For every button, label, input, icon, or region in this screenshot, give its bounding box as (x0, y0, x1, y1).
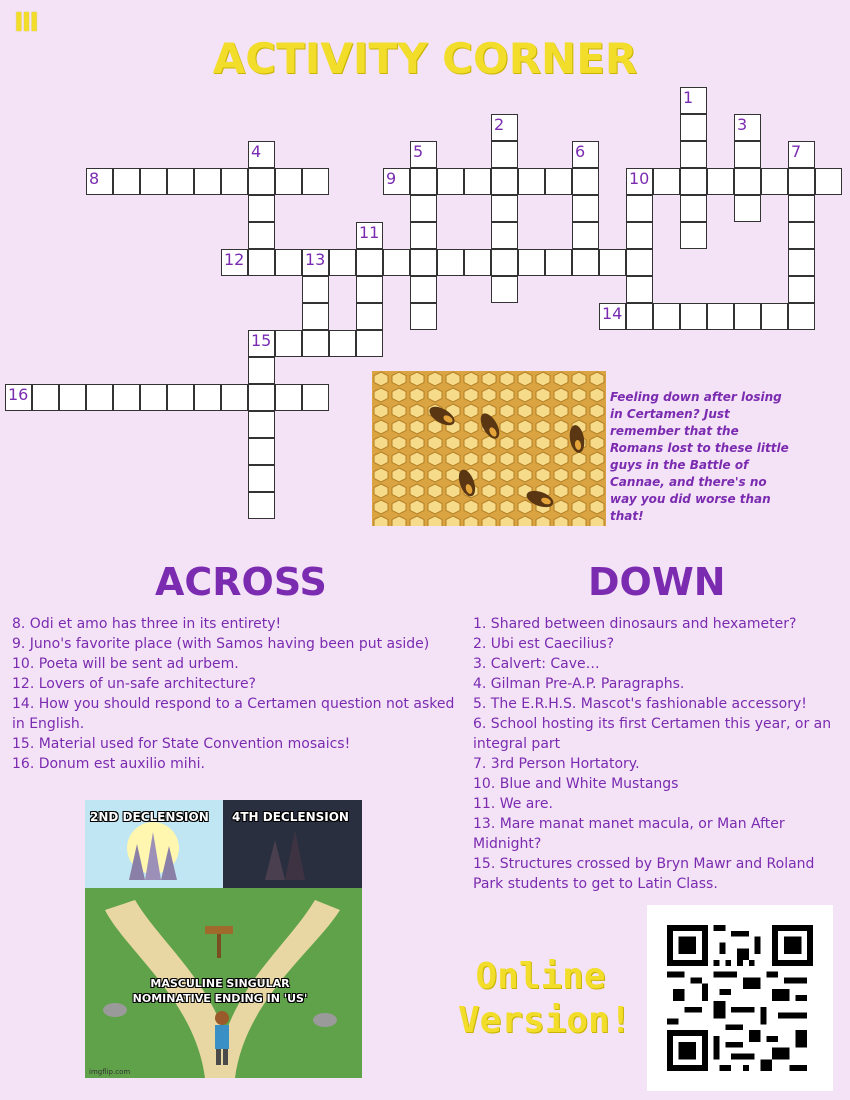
crossword-cell[interactable] (734, 195, 761, 222)
meme-label-right: 4TH DECLENSION (232, 810, 349, 824)
down-clue: 10. Blue and White Mustangs (473, 776, 679, 792)
crossword-cell[interactable] (437, 249, 464, 276)
crossword-cell[interactable] (410, 195, 437, 222)
down-clue: 2. Ubi est Caecilius? (473, 636, 615, 652)
across-clue: 14. How you should respond to a Certamen question not asked in English. (12, 696, 455, 732)
crossword-cell[interactable] (491, 222, 518, 249)
clue-number: 5 (413, 142, 424, 161)
crossword-cell[interactable] (410, 168, 437, 195)
crossword-cell[interactable] (302, 168, 329, 195)
down-clue: 4. Gilman Pre-A.P. Paragraphs. (473, 676, 685, 692)
across-clue: 9. Juno's favorite place (with Samos having been put aside) (12, 636, 430, 652)
crossword-cell[interactable] (788, 303, 815, 330)
crossword-cell[interactable] (626, 276, 653, 303)
crossword-cell[interactable] (275, 249, 302, 276)
across-clue-list (12, 614, 467, 774)
crossword-cell[interactable] (545, 168, 572, 195)
online-line2: Version! (458, 1000, 632, 1041)
clue-number: 6 (575, 142, 586, 161)
crossword-cell[interactable] (248, 168, 275, 195)
crossword-cell[interactable] (356, 276, 383, 303)
crossword-cell[interactable] (491, 195, 518, 222)
down-clue: 1. Shared between dinosaurs and hexameter? (473, 616, 797, 632)
down-clue: 13. Mare manat manet macula, or Man After Midnight? (473, 816, 785, 852)
crossword-cell[interactable] (410, 276, 437, 303)
bee-photo (372, 371, 606, 526)
crossword-cell[interactable] (572, 222, 599, 249)
across-clue: 8. Odi et amo has three in its entirety! (12, 616, 282, 632)
down-clue: 6. School hosting its first Certamen this year, or an integral part (473, 716, 832, 752)
crossword-cell[interactable] (680, 222, 707, 249)
crossword-cell[interactable] (626, 249, 653, 276)
crossword-cell[interactable] (410, 303, 437, 330)
down-clue: 5. The E.R.H.S. Mascot's fashionable accessory! (473, 696, 807, 712)
meme-label-left: 2ND DECLENSION (90, 810, 209, 824)
crossword-cell[interactable] (140, 168, 167, 195)
crossword-cell[interactable] (788, 168, 815, 195)
crossword-cell[interactable] (383, 249, 410, 276)
crossword-cell[interactable] (788, 249, 815, 276)
crossword-cell[interactable] (194, 168, 221, 195)
crossword-cell[interactable] (626, 222, 653, 249)
crossword-cell[interactable] (518, 168, 545, 195)
crossword-cell[interactable] (302, 384, 329, 411)
clue-number: 1 (683, 88, 694, 107)
crossword-cell[interactable] (356, 249, 383, 276)
across-clue: 15. Material used for State Convention mosaics! (12, 736, 351, 752)
crossword-cell[interactable] (329, 330, 356, 357)
clue-number: 7 (791, 142, 802, 161)
crossword-cell[interactable] (302, 330, 329, 357)
crossword-cell[interactable] (653, 168, 680, 195)
crossword-cell[interactable] (32, 384, 59, 411)
crossword-cell[interactable] (221, 168, 248, 195)
crossword-cell[interactable] (410, 222, 437, 249)
crossword-cell[interactable] (707, 168, 734, 195)
crossword-cell[interactable] (626, 195, 653, 222)
crossword-cell[interactable] (626, 303, 653, 330)
crossword-cell[interactable] (194, 384, 221, 411)
crossword-cell[interactable] (302, 276, 329, 303)
qr-code[interactable] (647, 905, 833, 1091)
page-title: ACTIVITY CORNER (212, 34, 638, 83)
crossword-cell[interactable] (518, 249, 545, 276)
crossword-cell[interactable] (248, 222, 275, 249)
across-heading: ACROSS (155, 560, 327, 604)
crossword-cell[interactable] (167, 168, 194, 195)
crossword-cell[interactable] (167, 384, 194, 411)
crossword-cell[interactable] (410, 249, 437, 276)
clue-number: 11 (359, 223, 380, 242)
crossword-cell[interactable] (734, 303, 761, 330)
crossword-cell[interactable] (140, 384, 167, 411)
crossword-cell[interactable] (491, 141, 518, 168)
crossword-cell[interactable] (680, 168, 707, 195)
crossword-cell[interactable] (248, 249, 275, 276)
crossword-cell[interactable] (680, 195, 707, 222)
clue-number: 3 (737, 115, 748, 134)
across-clue: 10. Poeta will be sent ad urbem. (12, 656, 239, 672)
online-version-label (458, 955, 632, 1043)
crossword-cell[interactable] (248, 438, 275, 465)
clue-number: 2 (494, 115, 505, 134)
crossword-cell[interactable] (788, 276, 815, 303)
crossword-cell[interactable] (437, 168, 464, 195)
crossword-cell[interactable] (464, 168, 491, 195)
online-line1: Online (475, 956, 606, 997)
crossword-cell[interactable] (248, 492, 275, 519)
clue-number: 12 (224, 250, 245, 269)
down-clue: 15. Structures crossed by Bryn Mawr and Roland Park students to get to Latin Class. (473, 856, 815, 892)
crossword-cell[interactable] (653, 303, 680, 330)
crossword-cell[interactable] (491, 249, 518, 276)
crossword-cell[interactable] (248, 465, 275, 492)
crossword-cell[interactable] (491, 168, 518, 195)
crossword-cell[interactable] (86, 384, 113, 411)
crossword-cell[interactable] (248, 195, 275, 222)
down-clue-list (473, 614, 845, 894)
crossword-cell[interactable] (302, 303, 329, 330)
across-clue: 16. Donum est auxilio mihi. (12, 756, 205, 772)
down-heading: DOWN (588, 560, 726, 604)
down-clue: 7. 3rd Person Hortatory. (473, 756, 640, 772)
clue-number: 16 (8, 385, 29, 404)
crossword-cell[interactable] (275, 330, 302, 357)
meme-label-center: MASCULINE SINGULAR NOMINATIVE ENDING IN 'US' (132, 977, 308, 1005)
qr-code-icon (667, 925, 813, 1071)
crossword-cell[interactable] (113, 168, 140, 195)
crossword-cell[interactable] (329, 249, 356, 276)
crossword-cell[interactable] (221, 384, 248, 411)
crossword-cell[interactable] (59, 384, 86, 411)
clue-number: 8 (89, 169, 100, 188)
crossword-cell[interactable] (113, 384, 140, 411)
crossword-cell[interactable] (572, 195, 599, 222)
clue-number: 4 (251, 142, 262, 161)
crossword-cell[interactable] (680, 303, 707, 330)
down-clue: 11. We are. (473, 796, 553, 812)
crossword-cell[interactable] (275, 384, 302, 411)
crossword-cell[interactable] (599, 249, 626, 276)
clue-number: 14 (602, 304, 623, 323)
clue-number: 13 (305, 250, 326, 269)
crossword-cell[interactable] (356, 330, 383, 357)
crossword-cell[interactable] (680, 141, 707, 168)
corner-mark: III (14, 8, 38, 38)
crossword-cell[interactable] (707, 303, 734, 330)
crossword-cell[interactable] (788, 195, 815, 222)
bee-caption: Feeling down after losing in Certamen? Just remember that the Romans lost to these little guys in the Battle of Cannae, and there's no way you did worse than that! (610, 390, 789, 523)
clue-number: 15 (251, 331, 272, 350)
crossword-cell[interactable] (248, 411, 275, 438)
crossword-cell[interactable] (545, 249, 572, 276)
crossword-cell[interactable] (248, 384, 275, 411)
meme-credit: imgflip.com (89, 1068, 131, 1076)
down-clue: 3. Calvert: Cave… (473, 656, 600, 672)
crossword-cell[interactable] (464, 249, 491, 276)
crossword-cell[interactable] (572, 249, 599, 276)
crossword-cell[interactable] (572, 168, 599, 195)
crossword-cell[interactable] (275, 168, 302, 195)
crossword-cell[interactable] (248, 357, 275, 384)
across-clue: 12. Lovers of un-safe architecture? (12, 676, 256, 692)
crossword-cell[interactable] (491, 276, 518, 303)
crossword-cell[interactable] (734, 141, 761, 168)
crossword-cell[interactable] (734, 168, 761, 195)
clue-number: 9 (386, 169, 397, 188)
declension-meme (85, 800, 362, 1078)
crossword-cell[interactable] (815, 168, 842, 195)
crossword-cell[interactable] (761, 303, 788, 330)
crossword-cell[interactable] (788, 222, 815, 249)
clue-number: 10 (629, 169, 650, 188)
crossword-cell[interactable] (680, 114, 707, 141)
crossword-cell[interactable] (356, 303, 383, 330)
crossword-cell[interactable] (761, 168, 788, 195)
